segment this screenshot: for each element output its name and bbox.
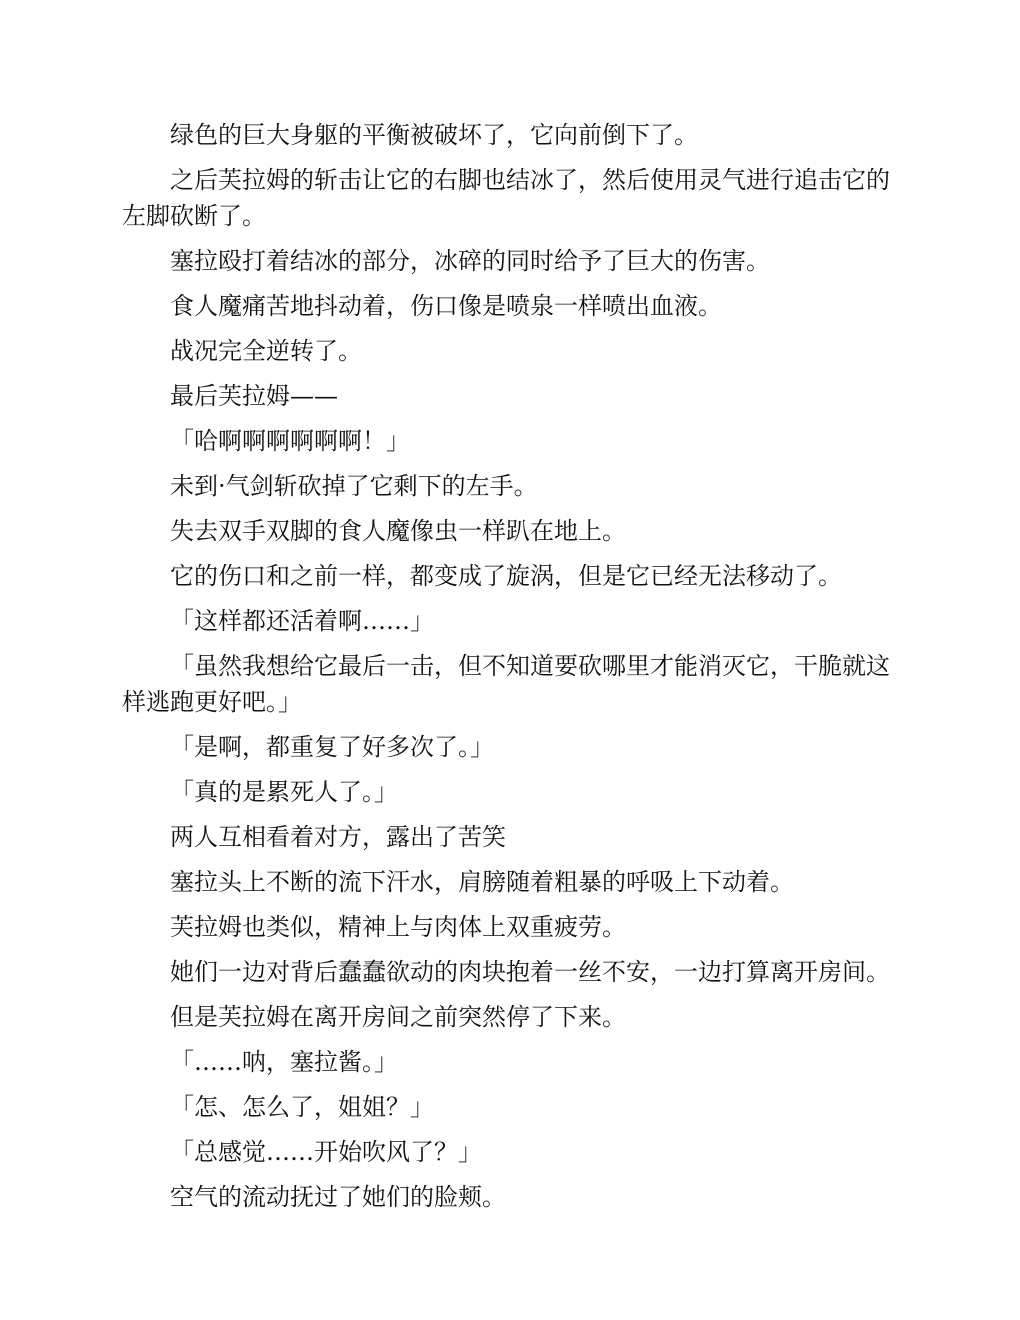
dialogue-line: 「是啊，都重复了好多次了。」 xyxy=(170,733,494,761)
dialogue-line: 「真的是累死人了。」 xyxy=(170,778,398,806)
paragraph: 空气的流动抚过了她们的脸颊。 xyxy=(170,1183,506,1211)
paragraph: 食人魔痛苦地抖动着，伤口像是喷泉一样喷出血液。 xyxy=(170,292,722,320)
paragraph: 之后芙拉姆的斩击让它的右脚也结冰了，然后使用灵气进行追击它的左脚砍断了。 xyxy=(122,166,890,230)
paragraph: 它的伤口和之前一样，都变成了旋涡，但是它已经无法移动了。 xyxy=(170,562,842,590)
paragraph: 塞拉头上不断的流下汗水，肩膀随着粗暴的呼吸上下动着。 xyxy=(170,868,794,896)
dialogue-line: 「总感觉……开始吹风了？」 xyxy=(170,1138,482,1166)
paragraph: 她们一边对背后蠢蠢欲动的肉块抱着一丝不安，一边打算离开房间。 xyxy=(170,958,890,986)
paragraph: 最后芙拉姆—— xyxy=(170,382,338,410)
dialogue-line: 「怎、怎么了，姐姐？」 xyxy=(170,1093,434,1121)
paragraph: 芙拉姆也类似，精神上与肉体上双重疲劳。 xyxy=(170,913,626,941)
dialogue-line: 「虽然我想给它最后一击，但不知道要砍哪里才能消灭它，干脆就这样逃跑更好吧。」 xyxy=(122,652,890,716)
dialogue-line: 「这样都还活着啊……」 xyxy=(170,607,434,635)
paragraph: 但是芙拉姆在离开房间之前突然停了下来。 xyxy=(170,1003,626,1031)
dialogue-line: 「哈啊啊啊啊啊啊！」 xyxy=(170,427,410,455)
paragraph: 战况完全逆转了。 xyxy=(170,337,362,365)
dialogue-line: 「……呐，塞拉酱。」 xyxy=(170,1048,398,1076)
paragraph: 未到·气剑斩砍掉了它剩下的左手。 xyxy=(170,472,538,500)
document-page xyxy=(122,117,898,1224)
paragraph: 塞拉殴打着结冰的部分，冰碎的同时给予了巨大的伤害。 xyxy=(170,247,770,275)
paragraph: 两人互相看着对方，露出了苦笑 xyxy=(170,823,506,851)
paragraph: 绿色的巨大身躯的平衡被破坏了，它向前倒下了。 xyxy=(170,121,698,149)
paragraph: 失去双手双脚的食人魔像虫一样趴在地上。 xyxy=(170,517,626,545)
